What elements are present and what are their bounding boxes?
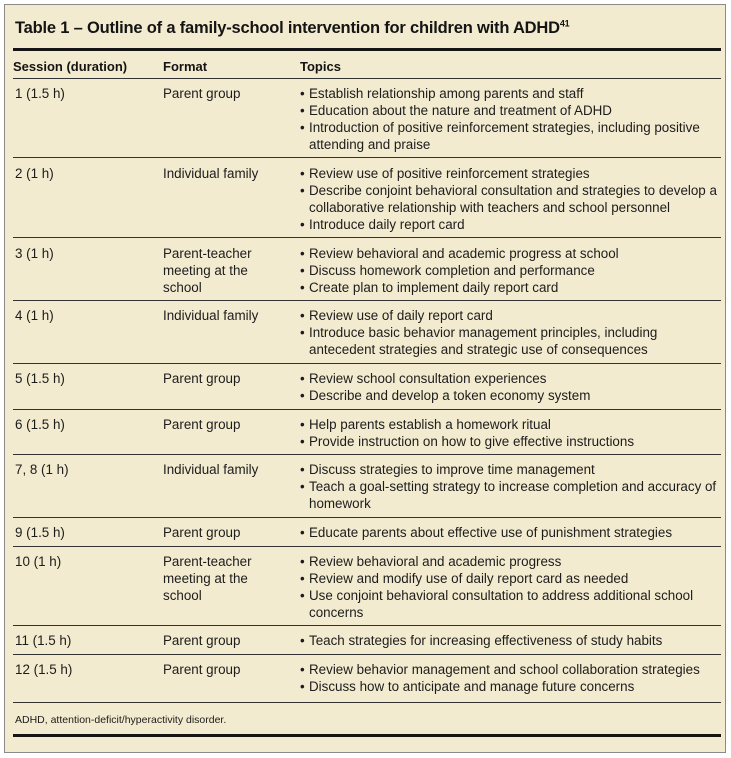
topic-item [300,119,720,153]
bottom-rule [13,734,721,737]
topic-text: Review use of positive reinforcement strategies [309,166,590,181]
topic-item [300,102,720,119]
topic-item [300,370,720,387]
topics-cell [300,307,720,358]
bullet-icon: • [300,325,305,340]
topics-list [300,632,720,649]
topics-cell [300,524,720,541]
bullet-icon: • [300,280,305,295]
bullet-icon: • [300,679,305,694]
topics-list [300,307,720,358]
topics-cell [300,370,720,404]
topic-text: Introduction of positive reinforcement strategies, including positive attending and praise [309,120,700,152]
format-cell: Parent group [163,525,241,540]
topic-item [300,433,720,450]
bullet-icon: • [300,434,305,449]
bullet-icon: • [300,86,305,101]
format-cell: Individual family [163,462,259,477]
session-cell: 11 (1.5 h) [15,633,72,648]
bullet-icon: • [300,166,305,181]
topic-text: Introduce daily report card [309,217,465,232]
topics-cell [300,461,720,512]
session-cell: 2 (1 h) [15,166,54,181]
row-divider [13,237,721,238]
session-cell: 9 (1.5 h) [15,525,65,540]
bullet-icon: • [300,417,305,432]
topic-item [300,570,720,587]
topics-cell [300,165,720,233]
topics-list [300,165,720,233]
topics-list [300,553,720,621]
topic-text: Review school consultation experiences [309,371,547,386]
format-cell: Parent group [163,417,241,432]
table-title-text: Table 1 – Outline of a family-school intervention for children with ADHD [15,19,560,37]
topic-text: Discuss how to anticipate and manage future concerns [309,679,635,694]
topics-list [300,245,720,296]
topics-list [300,370,720,404]
bullet-icon: • [300,103,305,118]
topic-text: Provide instruction on how to give effective instructions [309,434,635,449]
format-cell: Parent group [163,633,241,648]
topics-list [300,416,720,450]
topic-item [300,416,720,433]
topic-text: Help parents establish a homework ritual [309,417,551,432]
format-cell: Parent group [163,371,241,386]
bullet-icon: • [300,120,305,135]
format-cell: Parent group [163,662,241,677]
table-frame [4,4,726,753]
table-footnote: ADHD, attention-deficit/hyperactivity disorder. [15,714,227,726]
bullet-icon: • [300,662,305,677]
topic-item [300,587,720,621]
topic-item [300,307,720,324]
topic-text: Use conjoint behavioral consultation to address additional school concerns [309,588,694,620]
row-divider [13,702,721,703]
topic-text: Establish relationship among parents and staff [309,86,584,101]
topic-text: Review behavioral and academic progress [309,554,562,569]
topic-item [300,553,720,570]
topic-item [300,461,720,478]
bullet-icon: • [300,479,305,494]
topic-item [300,678,720,695]
topic-item [300,182,720,216]
title-rule [13,48,721,51]
bullet-icon: • [300,371,305,386]
format-cell: Parent-teacher meeting at the school [163,246,252,295]
topic-text: Review behavioral and academic progress at school [309,246,619,261]
row-divider [13,409,721,410]
topics-cell [300,632,720,649]
session-cell: 7, 8 (1 h) [15,462,69,477]
session-cell: 5 (1.5 h) [15,371,65,386]
header-session: Session (duration) [13,59,128,74]
format-cell: Parent group [163,86,241,101]
header-format: Format [163,59,208,74]
topic-item [300,387,720,404]
topic-item [300,216,720,233]
topic-item [300,85,720,102]
bullet-icon: • [300,308,305,323]
format-cell: Individual family [163,308,259,323]
bullet-icon: • [300,571,305,586]
topic-text: Review and modify use of daily report card as needed [309,571,629,586]
session-cell: 6 (1.5 h) [15,417,65,432]
session-cell: 1 (1.5 h) [15,86,65,101]
bullet-icon: • [300,525,305,540]
header-topics: Topics [300,59,341,74]
row-divider [13,654,721,655]
topic-text: Review use of daily report card [309,308,493,323]
topics-cell [300,553,720,621]
topics-cell [300,85,720,153]
topics-list [300,461,720,512]
topic-text: Describe conjoint behavioral consultation and strategies to develop a collaborative relationship with teachers and school personnel [309,183,717,215]
bullet-icon: • [300,554,305,569]
topic-text: Review behavior management and school collaboration strategies [309,662,700,677]
topic-item [300,478,720,512]
bullet-icon: • [300,462,305,477]
topic-text: Educate parents about effective use of punishment strategies [309,525,673,540]
row-divider [13,625,721,626]
topic-text: Create plan to implement daily report card [309,280,559,295]
session-cell: 4 (1 h) [15,308,54,323]
session-cell: 10 (1 h) [15,554,62,569]
topic-item [300,324,720,358]
topics-cell [300,661,720,695]
topic-item [300,661,720,678]
topic-text: Teach strategies for increasing effectiveness of study habits [309,633,663,648]
topics-list [300,524,720,541]
topic-text: Discuss strategies to improve time management [309,462,595,477]
row-divider [13,454,721,455]
session-cell: 12 (1.5 h) [15,662,73,677]
topic-item [300,632,720,649]
table-title [15,19,569,38]
row-divider [13,546,721,547]
topic-item [300,279,720,296]
topic-item [300,165,720,182]
format-cell: Parent-teacher meeting at the school [163,554,252,603]
row-divider [13,363,721,364]
bullet-icon: • [300,183,305,198]
topic-text: Discuss homework completion and performance [309,263,595,278]
topics-cell [300,416,720,450]
row-divider [13,78,721,79]
bullet-icon: • [300,246,305,261]
topics-cell [300,245,720,296]
topic-item [300,524,720,541]
topic-item [300,262,720,279]
row-divider [13,300,721,301]
topics-list [300,661,720,695]
bullet-icon: • [300,633,305,648]
bullet-icon: • [300,388,305,403]
bullet-icon: • [300,217,305,232]
bullet-icon: • [300,588,305,603]
topic-text: Introduce basic behavior management principles, including antecedent strategies and strategic use of consequences [309,325,658,357]
topics-list [300,85,720,153]
format-cell: Individual family [163,166,259,181]
row-divider [13,157,721,158]
row-divider [13,517,721,518]
topic-text: Teach a goal-setting strategy to increase completion and accuracy of homework [309,479,717,511]
topic-item [300,245,720,262]
session-cell: 3 (1 h) [15,246,54,261]
bullet-icon: • [300,263,305,278]
topic-text: Education about the nature and treatment of ADHD [309,103,612,118]
title-reference: 41 [559,18,570,29]
topic-text: Describe and develop a token economy system [309,388,591,403]
